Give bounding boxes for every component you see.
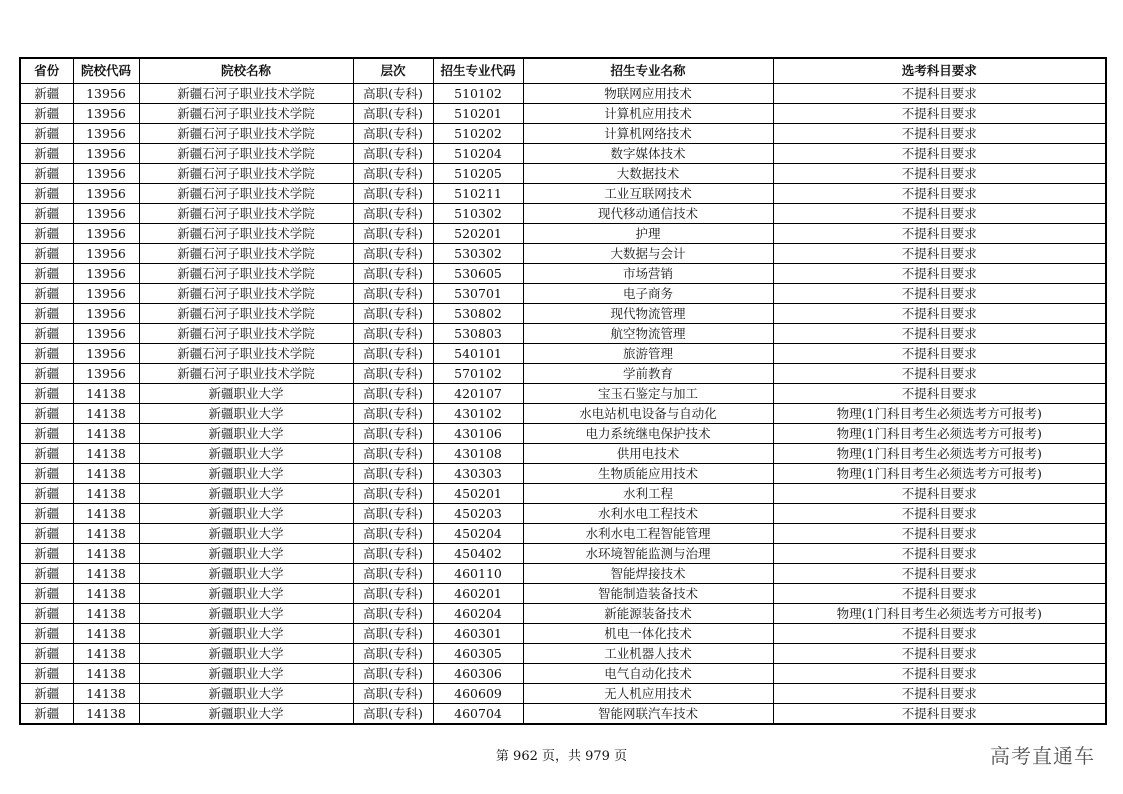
table-row bbox=[20, 524, 1106, 544]
cell-school-code: 13956 bbox=[73, 324, 139, 344]
cell-school-code: 14138 bbox=[73, 644, 139, 664]
cell-subject-requirement: 不提科目要求 bbox=[773, 504, 1106, 524]
cell-subject-requirement: 不提科目要求 bbox=[773, 564, 1106, 584]
cell-subject-requirement: 物理(1门科目考生必须选考方可报考) bbox=[773, 424, 1106, 444]
cell-province: 新疆 bbox=[20, 504, 73, 524]
cell-major-code: 530605 bbox=[433, 264, 523, 284]
table-row bbox=[20, 404, 1106, 424]
cell-subject-requirement: 不提科目要求 bbox=[773, 684, 1106, 704]
cell-major-code: 460110 bbox=[433, 564, 523, 584]
table-row bbox=[20, 84, 1106, 104]
cell-school-name: 新疆石河子职业技术学院 bbox=[139, 284, 353, 304]
cell-school-code: 14138 bbox=[73, 544, 139, 564]
cell-level: 高职(专科) bbox=[353, 124, 433, 144]
cell-subject-requirement: 不提科目要求 bbox=[773, 204, 1106, 224]
cell-province: 新疆 bbox=[20, 324, 73, 344]
cell-major-name: 大数据与会计 bbox=[523, 244, 773, 264]
cell-major-code: 460306 bbox=[433, 664, 523, 684]
cell-school-name: 新疆职业大学 bbox=[139, 444, 353, 464]
cell-major-code: 450203 bbox=[433, 504, 523, 524]
header-province: 省份 bbox=[20, 58, 73, 84]
table-row bbox=[20, 104, 1106, 124]
header-subject-requirement: 选考科目要求 bbox=[773, 58, 1106, 84]
cell-school-name: 新疆职业大学 bbox=[139, 664, 353, 684]
table-body bbox=[20, 84, 1106, 725]
cell-major-name: 电气自动化技术 bbox=[523, 664, 773, 684]
table-row bbox=[20, 324, 1106, 344]
cell-school-name: 新疆石河子职业技术学院 bbox=[139, 264, 353, 284]
cell-school-name: 新疆石河子职业技术学院 bbox=[139, 224, 353, 244]
cell-school-code: 13956 bbox=[73, 364, 139, 384]
cell-school-name: 新疆职业大学 bbox=[139, 644, 353, 664]
cell-level: 高职(专科) bbox=[353, 304, 433, 324]
cell-major-code: 430303 bbox=[433, 464, 523, 484]
cell-school-code: 13956 bbox=[73, 264, 139, 284]
table-row bbox=[20, 304, 1106, 324]
cell-subject-requirement: 物理(1门科目考生必须选考方可报考) bbox=[773, 464, 1106, 484]
table-row bbox=[20, 344, 1106, 364]
cell-level: 高职(专科) bbox=[353, 684, 433, 704]
cell-province: 新疆 bbox=[20, 604, 73, 624]
cell-major-code: 420107 bbox=[433, 384, 523, 404]
cell-level: 高职(专科) bbox=[353, 184, 433, 204]
cell-level: 高职(专科) bbox=[353, 204, 433, 224]
cell-major-code: 530803 bbox=[433, 324, 523, 344]
cell-major-code: 460609 bbox=[433, 684, 523, 704]
cell-major-name: 宝玉石鉴定与加工 bbox=[523, 384, 773, 404]
cell-province: 新疆 bbox=[20, 384, 73, 404]
cell-major-code: 530802 bbox=[433, 304, 523, 324]
table-row bbox=[20, 644, 1106, 664]
cell-province: 新疆 bbox=[20, 204, 73, 224]
cell-major-name: 智能焊接技术 bbox=[523, 564, 773, 584]
page-number: 第 962 页，共 979 页 bbox=[495, 749, 628, 764]
cell-school-code: 14138 bbox=[73, 584, 139, 604]
cell-subject-requirement: 不提科目要求 bbox=[773, 164, 1106, 184]
table-row bbox=[20, 224, 1106, 244]
cell-major-code: 450402 bbox=[433, 544, 523, 564]
cell-major-name: 航空物流管理 bbox=[523, 324, 773, 344]
cell-subject-requirement: 不提科目要求 bbox=[773, 524, 1106, 544]
cell-school-code: 14138 bbox=[73, 604, 139, 624]
cell-subject-requirement: 不提科目要求 bbox=[773, 224, 1106, 244]
table-row bbox=[20, 604, 1106, 624]
cell-level: 高职(专科) bbox=[353, 244, 433, 264]
cell-province: 新疆 bbox=[20, 184, 73, 204]
table-row bbox=[20, 164, 1106, 184]
table-row bbox=[20, 444, 1106, 464]
cell-major-name: 数字媒体技术 bbox=[523, 144, 773, 164]
cell-subject-requirement: 不提科目要求 bbox=[773, 344, 1106, 364]
cell-school-code: 13956 bbox=[73, 224, 139, 244]
cell-major-code: 460301 bbox=[433, 624, 523, 644]
cell-province: 新疆 bbox=[20, 164, 73, 184]
cell-school-code: 14138 bbox=[73, 564, 139, 584]
cell-school-name: 新疆石河子职业技术学院 bbox=[139, 344, 353, 364]
table-row bbox=[20, 184, 1106, 204]
cell-major-name: 水利工程 bbox=[523, 484, 773, 504]
cell-subject-requirement: 不提科目要求 bbox=[773, 304, 1106, 324]
cell-major-name: 大数据技术 bbox=[523, 164, 773, 184]
table-row bbox=[20, 484, 1106, 504]
cell-subject-requirement: 不提科目要求 bbox=[773, 324, 1106, 344]
cell-school-name: 新疆职业大学 bbox=[139, 384, 353, 404]
cell-school-name: 新疆职业大学 bbox=[139, 704, 353, 725]
cell-major-name: 智能制造装备技术 bbox=[523, 584, 773, 604]
cell-school-code: 14138 bbox=[73, 484, 139, 504]
cell-major-name: 工业互联网技术 bbox=[523, 184, 773, 204]
cell-province: 新疆 bbox=[20, 84, 73, 104]
cell-major-code: 510201 bbox=[433, 104, 523, 124]
cell-level: 高职(专科) bbox=[353, 444, 433, 464]
cell-school-name: 新疆职业大学 bbox=[139, 404, 353, 424]
cell-subject-requirement: 不提科目要求 bbox=[773, 184, 1106, 204]
cell-major-name: 物联网应用技术 bbox=[523, 84, 773, 104]
table-row bbox=[20, 244, 1106, 264]
cell-major-code: 510202 bbox=[433, 124, 523, 144]
cell-level: 高职(专科) bbox=[353, 284, 433, 304]
cell-level: 高职(专科) bbox=[353, 544, 433, 564]
cell-major-code: 520201 bbox=[433, 224, 523, 244]
cell-major-name: 电力系统继电保护技术 bbox=[523, 424, 773, 444]
table-row bbox=[20, 684, 1106, 704]
cell-level: 高职(专科) bbox=[353, 404, 433, 424]
table-row bbox=[20, 124, 1106, 144]
cell-province: 新疆 bbox=[20, 424, 73, 444]
table-row bbox=[20, 464, 1106, 484]
cell-subject-requirement: 不提科目要求 bbox=[773, 364, 1106, 384]
cell-major-code: 460305 bbox=[433, 644, 523, 664]
cell-school-name: 新疆职业大学 bbox=[139, 504, 353, 524]
cell-major-name: 市场营销 bbox=[523, 264, 773, 284]
cell-school-code: 14138 bbox=[73, 424, 139, 444]
cell-level: 高职(专科) bbox=[353, 464, 433, 484]
cell-level: 高职(专科) bbox=[353, 364, 433, 384]
table-header-row bbox=[20, 58, 1106, 84]
cell-major-code: 510205 bbox=[433, 164, 523, 184]
table-row bbox=[20, 204, 1106, 224]
cell-subject-requirement: 不提科目要求 bbox=[773, 664, 1106, 684]
cell-level: 高职(专科) bbox=[353, 564, 433, 584]
cell-school-code: 13956 bbox=[73, 344, 139, 364]
cell-level: 高职(专科) bbox=[353, 644, 433, 664]
cell-level: 高职(专科) bbox=[353, 324, 433, 344]
cell-major-code: 510302 bbox=[433, 204, 523, 224]
cell-school-name: 新疆职业大学 bbox=[139, 564, 353, 584]
cell-province: 新疆 bbox=[20, 264, 73, 284]
table-row bbox=[20, 284, 1106, 304]
table-row bbox=[20, 144, 1106, 164]
cell-subject-requirement: 不提科目要求 bbox=[773, 264, 1106, 284]
cell-school-code: 14138 bbox=[73, 684, 139, 704]
cell-level: 高职(专科) bbox=[353, 164, 433, 184]
cell-major-name: 水利水电工程智能管理 bbox=[523, 524, 773, 544]
cell-school-code: 14138 bbox=[73, 504, 139, 524]
cell-province: 新疆 bbox=[20, 524, 73, 544]
cell-school-name: 新疆职业大学 bbox=[139, 624, 353, 644]
admissions-table-container bbox=[19, 57, 1105, 725]
cell-school-code: 13956 bbox=[73, 144, 139, 164]
cell-major-name: 水利水电工程技术 bbox=[523, 504, 773, 524]
cell-major-name: 电子商务 bbox=[523, 284, 773, 304]
cell-major-name: 计算机应用技术 bbox=[523, 104, 773, 124]
table-row bbox=[20, 624, 1106, 644]
cell-major-code: 450201 bbox=[433, 484, 523, 504]
cell-school-code: 14138 bbox=[73, 664, 139, 684]
table-row bbox=[20, 424, 1106, 444]
cell-major-name: 智能网联汽车技术 bbox=[523, 704, 773, 725]
cell-province: 新疆 bbox=[20, 484, 73, 504]
cell-province: 新疆 bbox=[20, 304, 73, 324]
cell-subject-requirement: 不提科目要求 bbox=[773, 104, 1106, 124]
cell-school-code: 14138 bbox=[73, 464, 139, 484]
cell-level: 高职(专科) bbox=[353, 344, 433, 364]
cell-subject-requirement: 不提科目要求 bbox=[773, 644, 1106, 664]
cell-level: 高职(专科) bbox=[353, 264, 433, 284]
cell-major-code: 460201 bbox=[433, 584, 523, 604]
cell-school-name: 新疆石河子职业技术学院 bbox=[139, 84, 353, 104]
cell-major-code: 530302 bbox=[433, 244, 523, 264]
cell-school-name: 新疆石河子职业技术学院 bbox=[139, 164, 353, 184]
cell-subject-requirement: 不提科目要求 bbox=[773, 704, 1106, 725]
cell-major-name: 生物质能应用技术 bbox=[523, 464, 773, 484]
cell-school-code: 13956 bbox=[73, 244, 139, 264]
cell-level: 高职(专科) bbox=[353, 504, 433, 524]
cell-school-name: 新疆石河子职业技术学院 bbox=[139, 144, 353, 164]
cell-province: 新疆 bbox=[20, 444, 73, 464]
cell-level: 高职(专科) bbox=[353, 424, 433, 444]
cell-subject-requirement: 不提科目要求 bbox=[773, 144, 1106, 164]
cell-level: 高职(专科) bbox=[353, 484, 433, 504]
table-row bbox=[20, 384, 1106, 404]
cell-level: 高职(专科) bbox=[353, 704, 433, 725]
cell-major-code: 510204 bbox=[433, 144, 523, 164]
cell-school-name: 新疆职业大学 bbox=[139, 584, 353, 604]
cell-subject-requirement: 不提科目要求 bbox=[773, 624, 1106, 644]
cell-school-code: 14138 bbox=[73, 404, 139, 424]
cell-major-code: 570102 bbox=[433, 364, 523, 384]
cell-province: 新疆 bbox=[20, 364, 73, 384]
header-school-name: 院校名称 bbox=[139, 58, 353, 84]
cell-level: 高职(专科) bbox=[353, 104, 433, 124]
cell-province: 新疆 bbox=[20, 104, 73, 124]
cell-school-name: 新疆职业大学 bbox=[139, 684, 353, 704]
cell-major-name: 现代物流管理 bbox=[523, 304, 773, 324]
cell-major-name: 工业机器人技术 bbox=[523, 644, 773, 664]
cell-major-code: 450204 bbox=[433, 524, 523, 544]
cell-school-code: 14138 bbox=[73, 624, 139, 644]
cell-province: 新疆 bbox=[20, 644, 73, 664]
cell-school-name: 新疆石河子职业技术学院 bbox=[139, 184, 353, 204]
header-major-code: 招生专业代码 bbox=[433, 58, 523, 84]
cell-major-name: 水电站机电设备与自动化 bbox=[523, 404, 773, 424]
cell-province: 新疆 bbox=[20, 284, 73, 304]
cell-province: 新疆 bbox=[20, 464, 73, 484]
cell-major-code: 510211 bbox=[433, 184, 523, 204]
cell-school-name: 新疆石河子职业技术学院 bbox=[139, 324, 353, 344]
table-row bbox=[20, 504, 1106, 524]
cell-province: 新疆 bbox=[20, 224, 73, 244]
cell-subject-requirement: 不提科目要求 bbox=[773, 484, 1106, 504]
cell-school-name: 新疆石河子职业技术学院 bbox=[139, 364, 353, 384]
cell-major-code: 460204 bbox=[433, 604, 523, 624]
cell-school-code: 13956 bbox=[73, 184, 139, 204]
cell-school-code: 14138 bbox=[73, 444, 139, 464]
cell-subject-requirement: 物理(1门科目考生必须选考方可报考) bbox=[773, 604, 1106, 624]
cell-school-name: 新疆石河子职业技术学院 bbox=[139, 244, 353, 264]
cell-school-name: 新疆石河子职业技术学院 bbox=[139, 304, 353, 324]
table-row bbox=[20, 264, 1106, 284]
admissions-table bbox=[19, 57, 1107, 725]
cell-major-name: 计算机网络技术 bbox=[523, 124, 773, 144]
cell-school-code: 13956 bbox=[73, 304, 139, 324]
table-row bbox=[20, 544, 1106, 564]
header-level: 层次 bbox=[353, 58, 433, 84]
cell-major-name: 供用电技术 bbox=[523, 444, 773, 464]
cell-subject-requirement: 物理(1门科目考生必须选考方可报考) bbox=[773, 404, 1106, 424]
cell-major-name: 新能源装备技术 bbox=[523, 604, 773, 624]
cell-school-name: 新疆石河子职业技术学院 bbox=[139, 104, 353, 124]
table-row bbox=[20, 704, 1106, 725]
cell-school-name: 新疆石河子职业技术学院 bbox=[139, 124, 353, 144]
table-row bbox=[20, 664, 1106, 684]
cell-major-code: 430108 bbox=[433, 444, 523, 464]
cell-subject-requirement: 不提科目要求 bbox=[773, 124, 1106, 144]
cell-school-code: 13956 bbox=[73, 124, 139, 144]
cell-school-code: 14138 bbox=[73, 704, 139, 725]
cell-subject-requirement: 不提科目要求 bbox=[773, 244, 1106, 264]
cell-province: 新疆 bbox=[20, 544, 73, 564]
cell-major-code: 430106 bbox=[433, 424, 523, 444]
cell-major-code: 460704 bbox=[433, 704, 523, 725]
cell-subject-requirement: 不提科目要求 bbox=[773, 284, 1106, 304]
header-school-code: 院校代码 bbox=[73, 58, 139, 84]
cell-school-code: 14138 bbox=[73, 384, 139, 404]
cell-school-code: 13956 bbox=[73, 104, 139, 124]
cell-major-name: 学前教育 bbox=[523, 364, 773, 384]
cell-subject-requirement: 物理(1门科目考生必须选考方可报考) bbox=[773, 444, 1106, 464]
table-row bbox=[20, 584, 1106, 604]
cell-province: 新疆 bbox=[20, 624, 73, 644]
cell-level: 高职(专科) bbox=[353, 604, 433, 624]
cell-level: 高职(专科) bbox=[353, 524, 433, 544]
cell-level: 高职(专科) bbox=[353, 624, 433, 644]
cell-school-code: 13956 bbox=[73, 84, 139, 104]
cell-province: 新疆 bbox=[20, 124, 73, 144]
cell-province: 新疆 bbox=[20, 564, 73, 584]
table-row bbox=[20, 564, 1106, 584]
cell-subject-requirement: 不提科目要求 bbox=[773, 584, 1106, 604]
cell-province: 新疆 bbox=[20, 704, 73, 725]
cell-major-name: 护理 bbox=[523, 224, 773, 244]
cell-major-code: 510102 bbox=[433, 84, 523, 104]
cell-province: 新疆 bbox=[20, 664, 73, 684]
cell-level: 高职(专科) bbox=[353, 584, 433, 604]
cell-major-name: 无人机应用技术 bbox=[523, 684, 773, 704]
cell-school-name: 新疆职业大学 bbox=[139, 604, 353, 624]
cell-major-code: 530701 bbox=[433, 284, 523, 304]
cell-province: 新疆 bbox=[20, 144, 73, 164]
table-row bbox=[20, 364, 1106, 384]
cell-school-code: 14138 bbox=[73, 524, 139, 544]
cell-level: 高职(专科) bbox=[353, 664, 433, 684]
cell-province: 新疆 bbox=[20, 684, 73, 704]
cell-school-name: 新疆职业大学 bbox=[139, 464, 353, 484]
cell-level: 高职(专科) bbox=[353, 144, 433, 164]
cell-province: 新疆 bbox=[20, 244, 73, 264]
cell-province: 新疆 bbox=[20, 584, 73, 604]
header-major-name: 招生专业名称 bbox=[523, 58, 773, 84]
cell-subject-requirement: 不提科目要求 bbox=[773, 384, 1106, 404]
cell-major-code: 430102 bbox=[433, 404, 523, 424]
cell-major-name: 水环境智能监测与治理 bbox=[523, 544, 773, 564]
cell-school-name: 新疆职业大学 bbox=[139, 524, 353, 544]
cell-level: 高职(专科) bbox=[353, 224, 433, 244]
cell-school-name: 新疆职业大学 bbox=[139, 484, 353, 504]
cell-school-name: 新疆石河子职业技术学院 bbox=[139, 204, 353, 224]
cell-major-name: 机电一体化技术 bbox=[523, 624, 773, 644]
cell-school-code: 13956 bbox=[73, 164, 139, 184]
cell-major-name: 现代移动通信技术 bbox=[523, 204, 773, 224]
cell-level: 高职(专科) bbox=[353, 84, 433, 104]
cell-school-name: 新疆职业大学 bbox=[139, 544, 353, 564]
cell-major-code: 540101 bbox=[433, 344, 523, 364]
cell-school-code: 13956 bbox=[73, 204, 139, 224]
watermark-text: 高考直通车 bbox=[990, 744, 1095, 768]
cell-subject-requirement: 不提科目要求 bbox=[773, 544, 1106, 564]
table-header bbox=[20, 58, 1106, 84]
cell-subject-requirement: 不提科目要求 bbox=[773, 84, 1106, 104]
cell-school-name: 新疆职业大学 bbox=[139, 424, 353, 444]
cell-major-name: 旅游管理 bbox=[523, 344, 773, 364]
cell-province: 新疆 bbox=[20, 404, 73, 424]
cell-province: 新疆 bbox=[20, 344, 73, 364]
cell-school-code: 13956 bbox=[73, 284, 139, 304]
cell-level: 高职(专科) bbox=[353, 384, 433, 404]
